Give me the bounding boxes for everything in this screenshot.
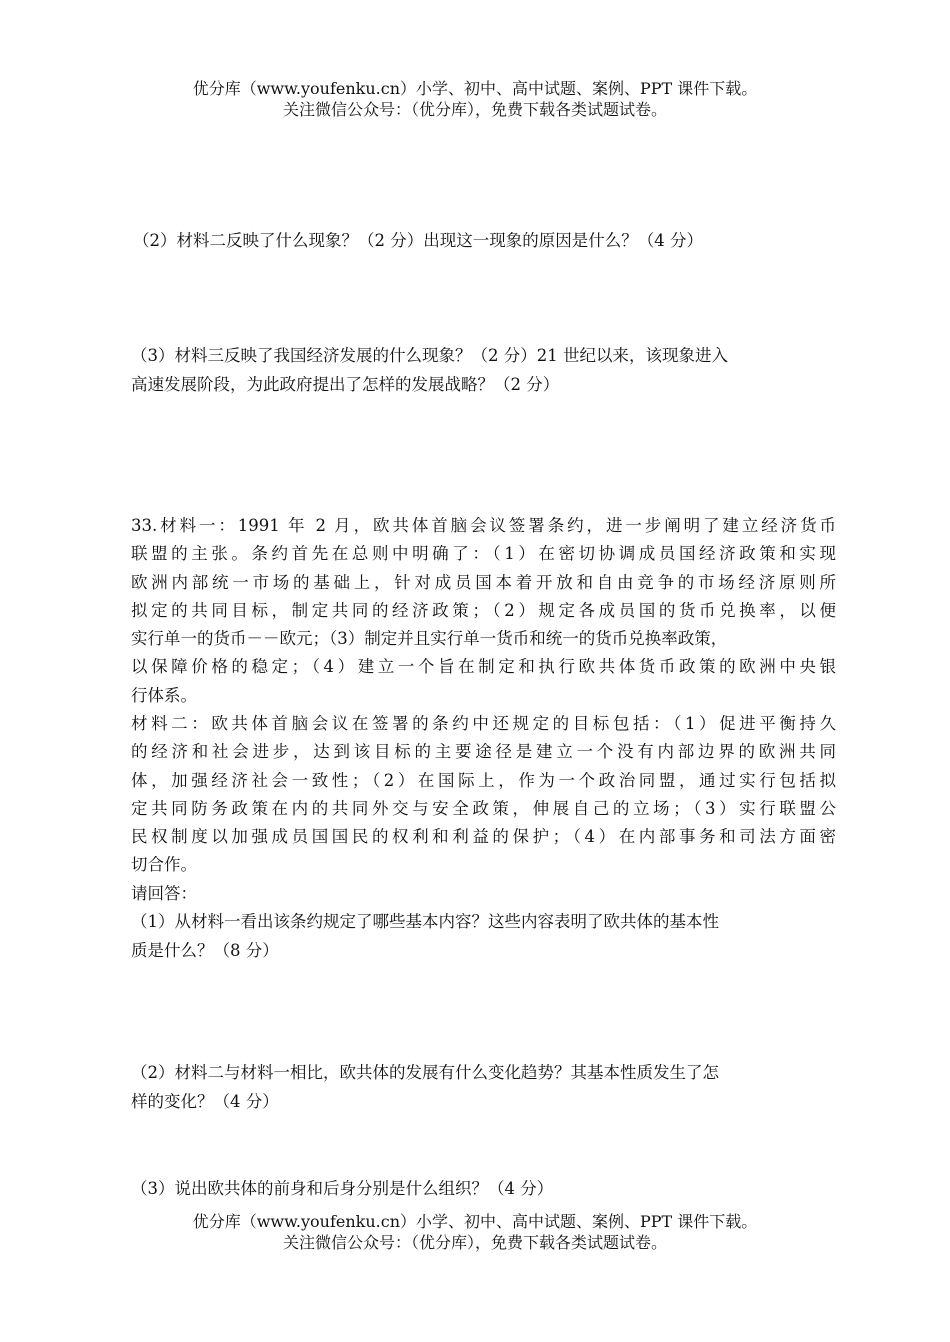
q33-material2: [131, 710, 836, 880]
q33-part3: （3）说出欧共体的前身和后身分别是什么组织？（4 分）: [131, 1179, 554, 1198]
material1-line-4: 拟定的共同目标，制定共同的经济政策；（2）规定各成员国的货币兑换率，以便: [131, 600, 836, 620]
material1-line-5: 实行单一的货币－－欧元；（3）制定并且实行单一货币和统一的货币兑换率政策，: [131, 629, 728, 649]
q32-part3-line-1: （3）材料三反映了我国经济发展的什么现象？（2 分）21 世纪以来，该现象进入: [131, 346, 728, 365]
material1-line-7: 行体系。: [131, 685, 197, 705]
page-header: [0, 78, 950, 120]
q33-prompt: 请回答：: [131, 884, 197, 903]
q32-part2: （2）材料二反映了什么现象？（2 分）出现这一现象的原因是什么？（4 分）: [133, 231, 703, 250]
material1-line-2: 联盟的主张。条约首先在总则中明确了：（1）在密切协调成员国经济政策和实现: [131, 544, 836, 564]
material1-line-3: 欧洲内部统一市场的基础上，针对成员国本着开放和自由竞争的市场经济原则所: [131, 572, 836, 592]
header-line-2: 关注微信公众号：（优分库），免费下载各类试题试卷。: [282, 100, 667, 119]
q33-part2-line-2: 样的变化？（4 分）: [131, 1092, 279, 1111]
q33-part2: [131, 1058, 831, 1116]
material2-line-5: 民权制度以加强成员国国民的权利和利益的保护；（4）在内部事务和司法方面密: [131, 827, 836, 847]
footer-line-2: 关注微信公众号：（优分库），免费下载各类试题试卷。: [282, 1233, 667, 1252]
q32-part3-line-2: 高速发展阶段，为此政府提出了怎样的发展战略？（2 分）: [131, 375, 560, 394]
q32-part3: [131, 341, 831, 399]
material1-line-1: 33.材料一：1991 年 2 月，欧共体首脑会议签署条约，进一步阐明了建立经济货币: [131, 516, 836, 535]
material2-line-2: 的经济和社会进步，达到该目标的主要途径是建立一个没有内部边界的欧洲共同: [131, 742, 836, 762]
material1-line-6: 以保障价格的稳定；（4）建立一个旨在制定和执行欧共体货币政策的欧洲中央银: [131, 657, 836, 677]
footer-line-1: 优分库（www.youfenku.cn）小学、初中、高中试题、案例、PPT 课件下载。: [192, 1212, 758, 1231]
page-footer: [0, 1211, 950, 1253]
material2-line-4: 定共同防务政策在内的共同外交与安全政策，伸展自己的立场；（3）实行联盟公: [131, 798, 836, 818]
material2-line-6: 切合作。: [131, 855, 197, 875]
q33-questions: [131, 880, 836, 965]
q33-material1: [131, 512, 836, 710]
q33-part1-line-1: （1）从材料一看出该条约规定了哪些基本内容？这些内容表明了欧共体的基本性: [131, 912, 719, 932]
q33-part1-line-2: 质是什么？（8 分）: [131, 940, 279, 960]
material2-line-3: 体，加强经济社会一致性；（2）在国际上，作为一个政治同盟，通过实行包括拟: [131, 770, 836, 790]
material2-line-1: 材料二：欧共体首脑会议在签署的条约中还规定的目标包括：（1）促进平衡持久: [131, 714, 836, 733]
header-line-1: 优分库（www.youfenku.cn）小学、初中、高中试题、案例、PPT 课件下载。: [192, 79, 758, 98]
q33-part2-line-1: （2）材料二与材料一相比，欧共体的发展有什么变化趋势？其基本性质发生了怎: [131, 1063, 719, 1082]
